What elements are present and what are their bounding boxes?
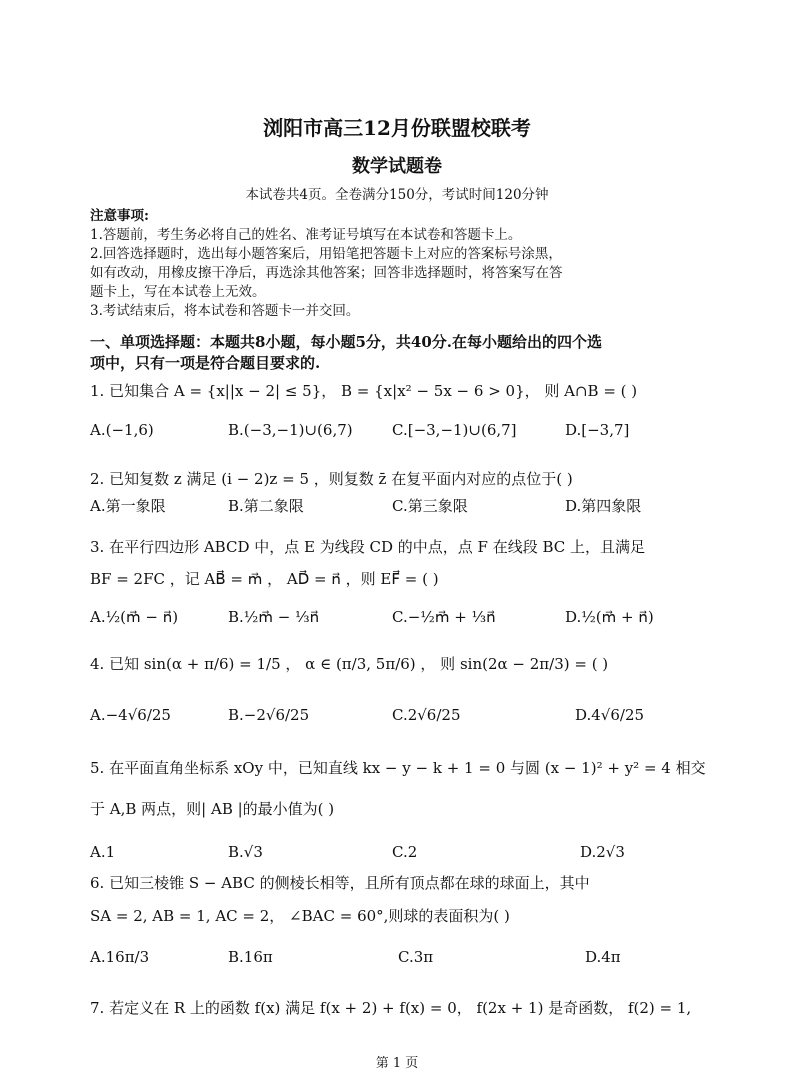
question-6-option-c: C.3π xyxy=(398,948,434,966)
question-4-stem: 4. 已知 sin(α + π/6) = 1/5 ， α ∈ (π/3, 5π/6) ， 则 sin(2α − 2π/3) = ( ) xyxy=(90,655,609,673)
question-2-stem: 2. 已知复数 z 满足 (i − 2)z = 5 ，则复数 z̄ 在复平面内对应的点位于( ) xyxy=(90,470,573,488)
question-2-option-c: C.第三象限 xyxy=(392,497,468,515)
notes-item: 2.回答选择题时，选出每小题答案后，用铅笔把答题卡上对应的答案标号涂黑， xyxy=(90,246,562,262)
question-3-option-a: A.½(m⃗ − n⃗) xyxy=(90,608,179,626)
question-3-option-b: B.½m⃗ − ⅓n⃗ xyxy=(228,608,320,626)
page-footer: 第 1 页 xyxy=(375,1056,419,1071)
exam-title: 浏阳市高三12月份联盟校联考 xyxy=(263,116,531,140)
question-4-option-a: A.−4√6/25 xyxy=(90,706,171,724)
question-1-option-a: A.(−1,6) xyxy=(90,421,154,439)
question-7-stem: 7. 若定义在 R 上的函数 f(x) 满足 f(x + 2) + f(x) = 0， f(2x + 1) 是奇函数， f(2) = 1, xyxy=(90,999,692,1017)
question-1-option-b: B.(−3,−1)∪(6,7) xyxy=(228,421,353,439)
question-5-option-b: B.√3 xyxy=(228,843,263,861)
question-5-stem-line2: 于 A,B 两点，则| AB |的最小值为( ) xyxy=(90,800,335,818)
notes-item: 如有改动，用橡皮擦干净后，再选涂其他答案；回答非选择题时，将答案写在答 xyxy=(90,265,563,281)
notes-item: 3.考试结束后，将本试卷和答题卡一并交回。 xyxy=(90,303,360,319)
exam-info: 本试卷共4页。全卷满分150分，考试时间120分钟 xyxy=(245,187,549,203)
question-6-option-a: A.16π/3 xyxy=(90,948,150,966)
question-5-option-d: D.2√3 xyxy=(580,843,625,861)
question-5-option-c: C.2 xyxy=(392,843,418,861)
question-6-stem: 6. 已知三棱锥 S − ABC 的侧棱长相等，且所有顶点都在球的球面上，其中 xyxy=(90,874,590,892)
question-5-option-a: A.1 xyxy=(90,843,116,861)
question-2-option-b: B.第二象限 xyxy=(228,497,304,515)
question-4-option-d: D.4√6/25 xyxy=(575,706,645,724)
question-3-stem-line2: BF = 2FC ，记 AB⃗ = m⃗ ， AD⃗ = n⃗ ，则 EF⃗ = ( ) xyxy=(90,570,439,588)
question-6-stem-line2: SA = 2, AB = 1, AC = 2， ∠BAC = 60°,则球的表面积为( ) xyxy=(90,907,510,925)
notes-item: 1.答题前，考生务必将自己的姓名、准考证号填写在本试卷和答题卡上。 xyxy=(90,227,522,243)
question-3-stem: 3. 在平行四边形 ABCD 中，点 E 为线段 CD 的中点，点 F 在线段 BC 上，且满足 xyxy=(90,538,646,556)
notes-block xyxy=(90,207,563,321)
notes-heading: 注意事项: xyxy=(90,208,149,224)
section-heading-line: 项中，只有一项是符合题目要求的. xyxy=(90,354,321,372)
question-4-option-b: B.−2√6/25 xyxy=(228,706,310,724)
notes-item: 题卡上，写在本试卷上无效。 xyxy=(90,284,266,300)
question-1-stem: 1. 已知集合 A = {x||x − 2| ≤ 5}， B = {x|x² − 5x − 6 > 0}， 则 A∩B = ( ) xyxy=(90,382,638,400)
question-2-option-a: A.第一象限 xyxy=(90,497,166,515)
question-6-option-d: D.4π xyxy=(585,948,621,966)
question-1-option-d: D.[−3,7] xyxy=(565,421,630,439)
question-4-option-c: C.2√6/25 xyxy=(392,706,461,724)
question-3-option-d: D.½(m⃗ + n⃗) xyxy=(565,608,654,626)
exam-subtitle: 数学试题卷 xyxy=(352,156,442,177)
question-6-option-b: B.16π xyxy=(228,948,273,966)
section-heading-line: 一、单项选择题：本题共8小题，每小题5分，共40分.在每小题给出的四个选 xyxy=(90,333,602,351)
question-5-stem: 5. 在平面直角坐标系 xOy 中，已知直线 kx − y − k + 1 = 0 与圆 (x − 1)² + y² = 4 相交 xyxy=(90,759,706,777)
section-heading xyxy=(90,332,602,374)
question-1-option-c: C.[−3,−1)∪(6,7] xyxy=(392,421,517,439)
question-2-option-d: D.第四象限 xyxy=(565,497,642,515)
question-3-option-c: C.−½m⃗ + ⅓n⃗ xyxy=(392,608,496,626)
